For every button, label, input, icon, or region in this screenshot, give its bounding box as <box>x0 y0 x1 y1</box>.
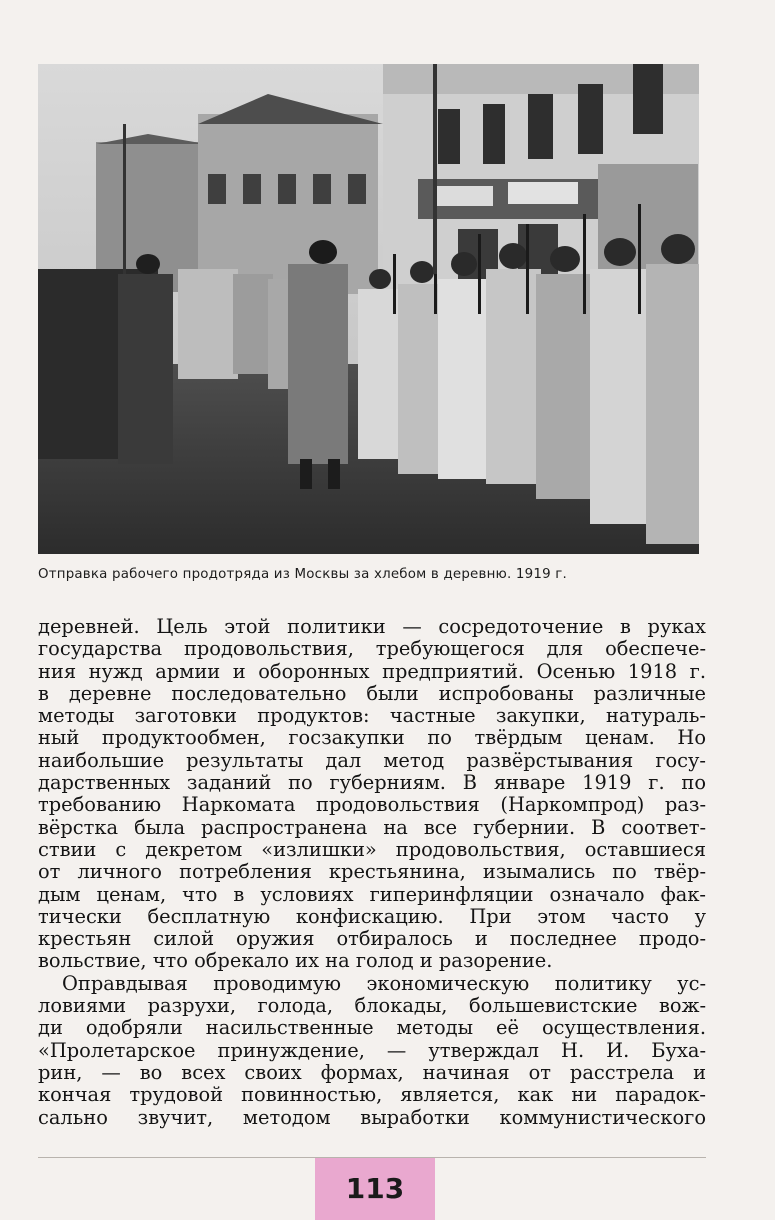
text-line: государства продовольствия, требующегося для обеспече- <box>38 637 706 661</box>
text-line: ствии с декретом «излишки» продовольствия, оставшиеся <box>38 837 706 861</box>
photo-caption: Отправка рабочего продотряда из Москвы за хлебом в деревню. 1919 г. <box>38 567 567 582</box>
text-line: вёрстка была распространена на все губернии. В соответ- <box>38 815 706 839</box>
body-text <box>38 616 706 1129</box>
text-line: от личного потребления крестьянина, изымались по твёр- <box>38 860 706 884</box>
text-line: вольствие, что обрекало их на голод и разорение. <box>38 949 553 973</box>
text-line: дым ценам, что в условиях гиперинфляции означало фак- <box>38 882 706 906</box>
text-line: требованию Наркомата продовольствия (Наркомпрод) раз- <box>38 793 706 817</box>
text-line: ния нужд армии и оборонных предприятий. Осенью 1918 г. <box>38 659 706 683</box>
text-line: методы заготовки продуктов: частные закупки, натураль- <box>38 704 706 728</box>
text-line: сально звучит, методом выработки коммунистического <box>38 1105 706 1129</box>
photo-illustration <box>38 64 699 554</box>
text-line: наибольшие результаты дал метод развёрстывания госу- <box>38 748 706 772</box>
text-line: ный продуктообмен, госзакупки по твёрдым ценам. Но <box>38 726 706 750</box>
historical-photo <box>38 64 699 554</box>
text-line: кончая трудовой повинностью, является, как ни парадок- <box>38 1083 706 1107</box>
text-line: дарственных заданий по губерниям. В январе 1919 г. по <box>38 771 706 795</box>
text-line: рин, — во всех своих формах, начиная от расстрела и <box>38 1060 706 1084</box>
text-line: Оправдывая проводимую экономическую политику ус- <box>62 971 706 995</box>
text-line: «Пролетарское принуждение, — утверждал Н. И. Буха- <box>38 1038 706 1062</box>
text-line: деревней. Цель этой политики — сосредоточение в руках <box>38 615 706 638</box>
text-line: в деревне последовательно были испробованы различные <box>38 681 706 705</box>
page-number: 113 <box>345 1172 405 1205</box>
page-number-box <box>315 1158 435 1220</box>
text-line: тически бесплатную конфискацию. При этом часто у <box>38 904 706 928</box>
text-line: ди одобряли насильственные методы её осуществления. <box>38 1016 706 1040</box>
text-line: крестьян силой оружия отбиралось и последнее продо- <box>38 927 706 951</box>
text-line: ловиями разрухи, голода, блокады, большевистские вож- <box>38 994 706 1018</box>
